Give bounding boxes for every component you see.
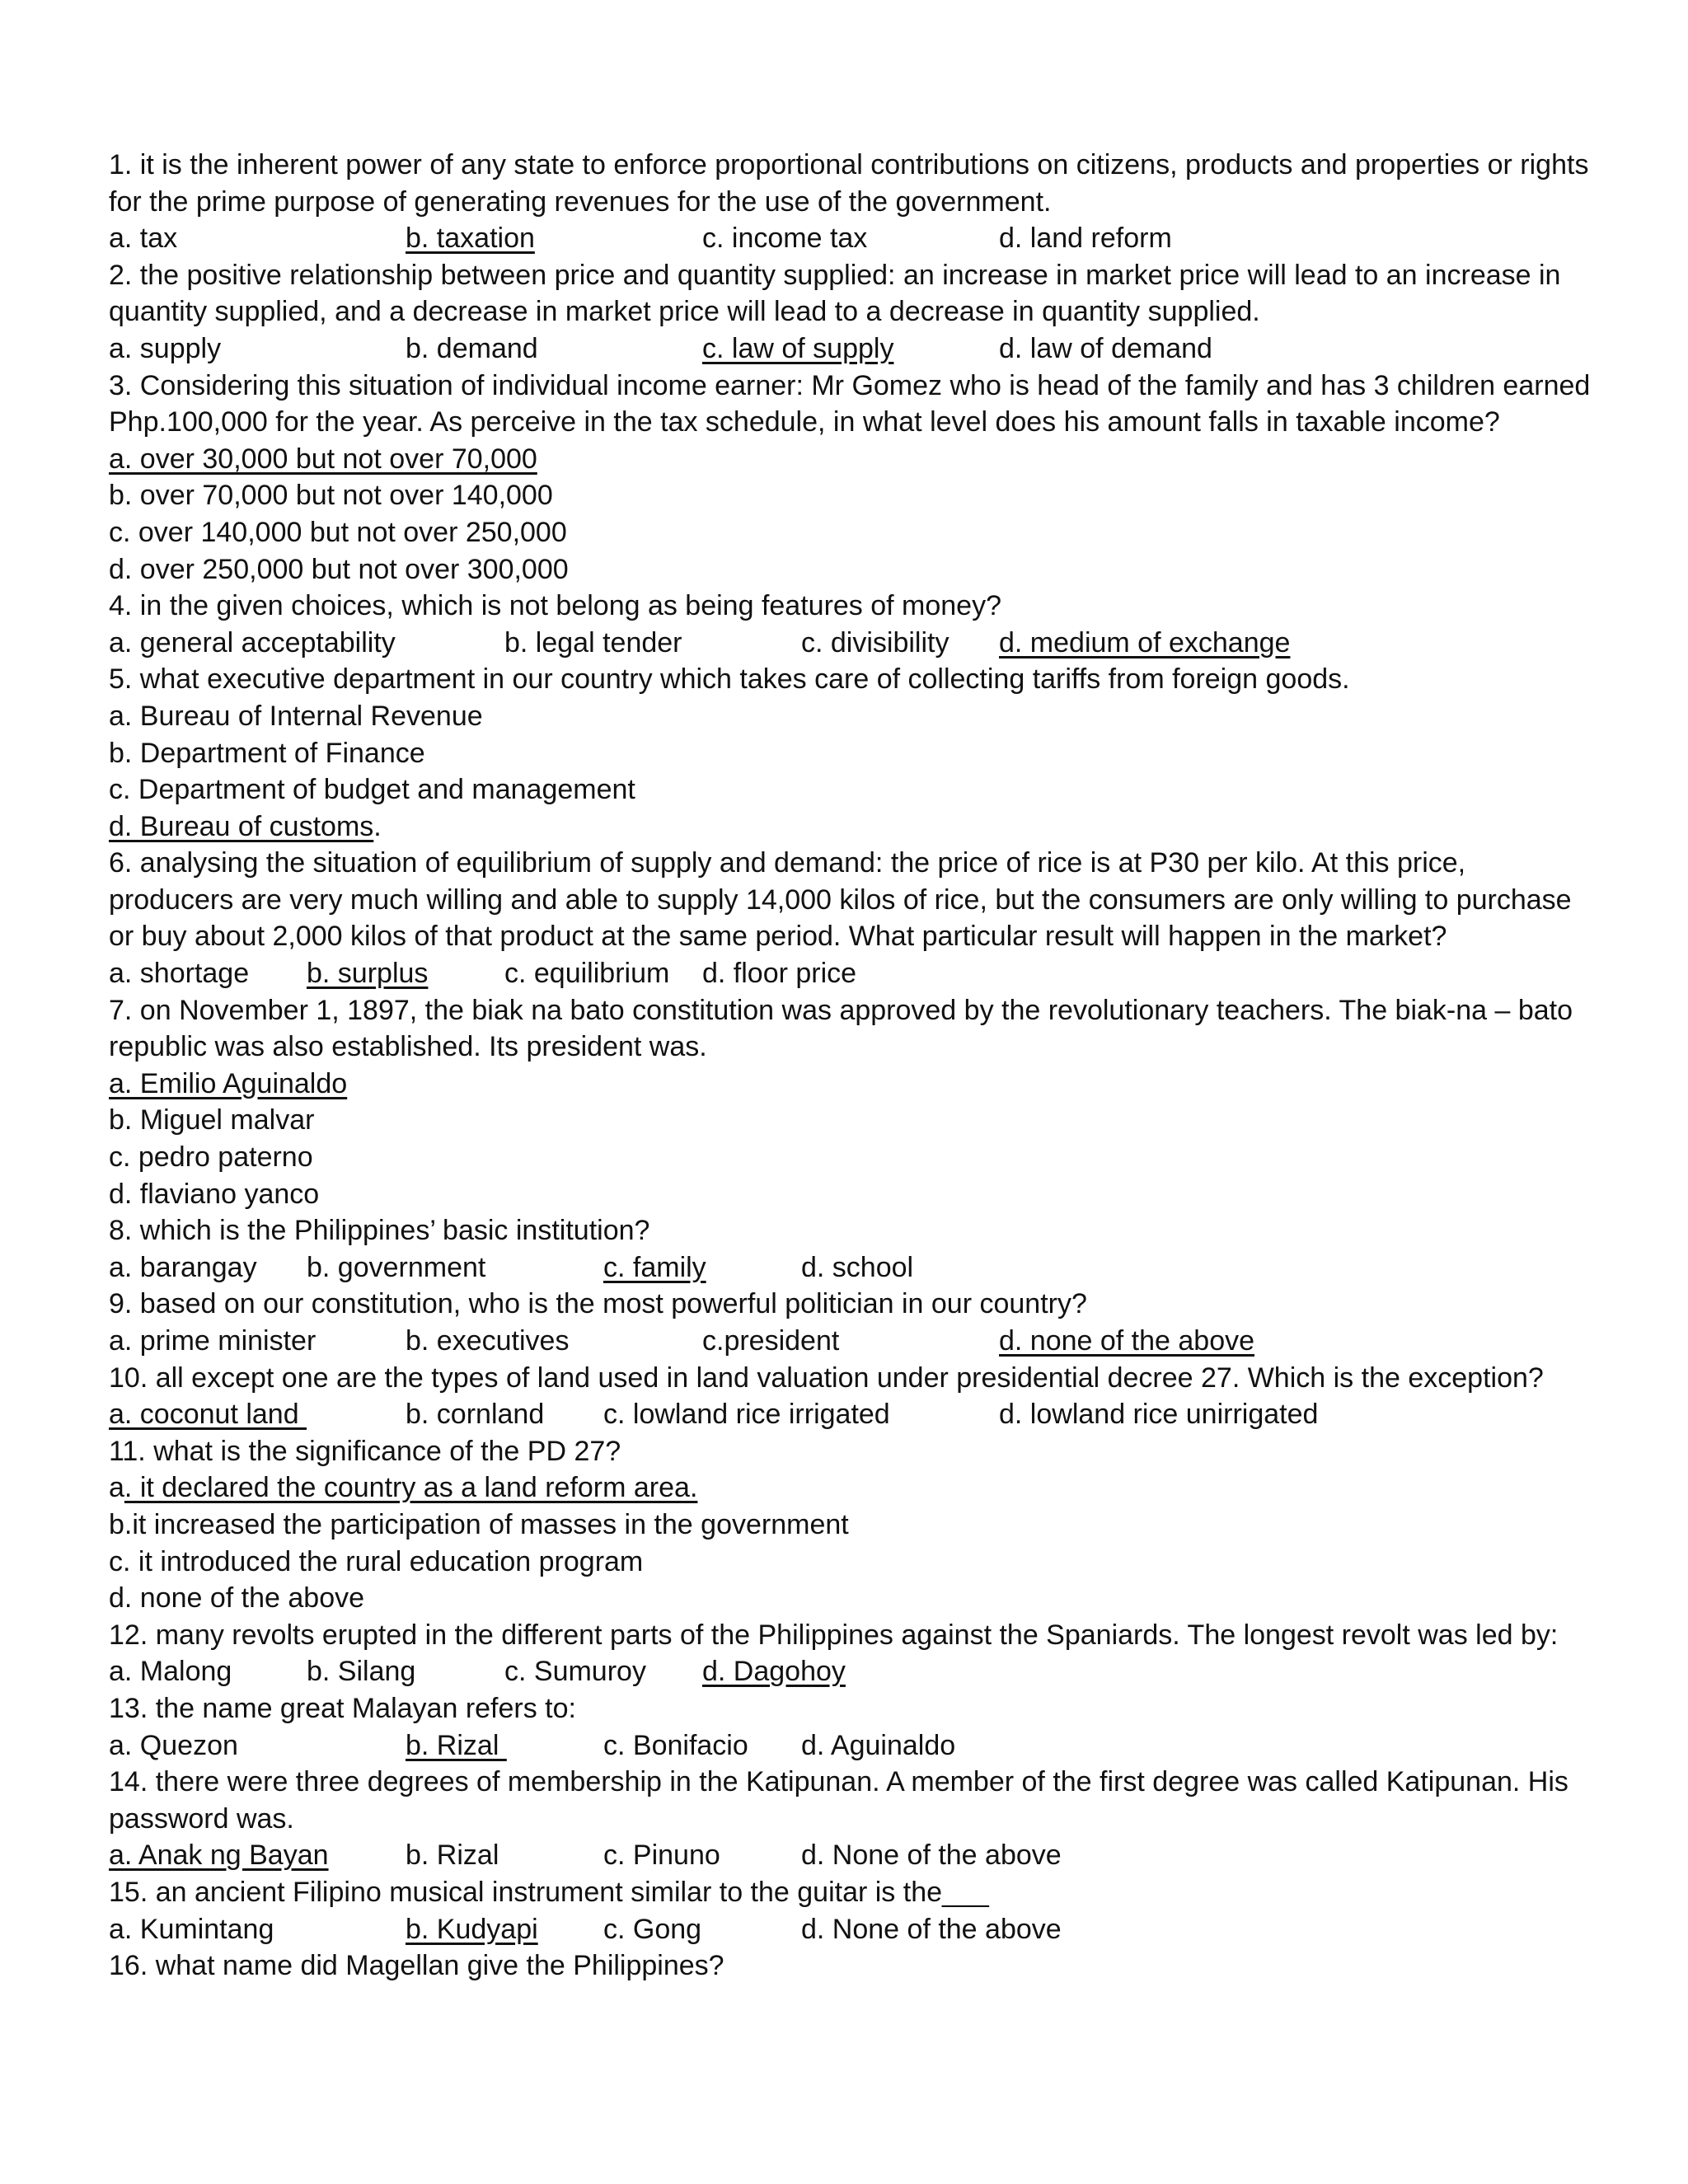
option: b. Rizal <box>406 1840 499 1872</box>
question-12-options <box>109 1653 1592 1690</box>
question-13-text: 13. the name great Malayan refers to: <box>109 1692 576 1724</box>
option-answer: c. law of supply <box>702 332 894 364</box>
option-answer <box>109 441 1592 478</box>
option: d. None of the above <box>801 1913 1062 1945</box>
option: d. floor price <box>702 958 857 990</box>
option: c. Bonifacio <box>603 1729 748 1761</box>
option: c. Department of budget and management <box>109 774 635 806</box>
question-7-text: 7. on November 1, 1897, the biak na bato constitution was approved by the revolutionary teachers. The biak-na – bato republic was also established. Its president was. <box>109 994 1573 1063</box>
option: b. legal tender <box>504 626 682 658</box>
option: a. prime minister <box>109 1325 316 1357</box>
option-answer: b. surplus <box>307 958 429 990</box>
question-10-text: 10. all except one are the types of land used in land valuation under presidential decree 27. Which is the exception? <box>109 1361 1544 1394</box>
option-answer: a. Emilio Aguinaldo <box>109 1067 348 1099</box>
question-13-options <box>109 1727 1592 1765</box>
option: d. Aguinaldo <box>801 1729 956 1761</box>
option-answer: b. taxation <box>406 223 535 255</box>
option: c. lowland rice irrigated <box>603 1399 890 1431</box>
option: b. demand <box>406 332 538 364</box>
option: c. divisibility <box>801 626 950 658</box>
question-12-text: 12. many revolts erupted in the different parts of the Philippines against the Spaniards. The longest revolt was led by: <box>109 1619 1559 1651</box>
option-answer: c. family <box>603 1251 706 1283</box>
question-1-text: 1. it is the inherent power of any state to enforce proportional contributions on citizens, products and properties or rights for the prime purpose of generating revenues for the use of the government. <box>109 149 1589 218</box>
option: a. general acceptability <box>109 626 396 658</box>
option-answer: a. Anak ng Bayan <box>109 1840 329 1872</box>
option: c. pedro paterno <box>109 1141 313 1174</box>
option: b. government <box>307 1251 486 1283</box>
option-answer: d. medium of exchange <box>999 626 1291 658</box>
option: d. over 250,000 but not over 300,000 <box>109 553 569 585</box>
option: b.it increased the participation of masses in the government <box>109 1508 849 1540</box>
option: b. executives <box>406 1325 570 1357</box>
option-answer: d. Dagohoy <box>702 1656 846 1688</box>
option: a. Bureau of Internal Revenue <box>109 700 483 732</box>
option-suffix: . <box>373 810 382 842</box>
option-answer-line <box>109 1066 1592 1103</box>
option-answer: d. Bureau of customs <box>109 810 374 842</box>
option: d. lowland rice unirrigated <box>999 1399 1319 1431</box>
question-6-options <box>109 955 1592 992</box>
question-9-text: 9. based on our constitution, who is the most powerful politician in our country? <box>109 1288 1087 1320</box>
option: d. none of the above <box>109 1582 365 1615</box>
option: c. Sumuroy <box>504 1656 646 1688</box>
question-14-text: 14. there were three degrees of membership in the Katipunan. A member of the first degree was called Katipunan. His password was. <box>109 1766 1568 1835</box>
option-answer-text: a. over 30,000 but not over 70,000 <box>109 443 537 475</box>
question-5-text: 5. what executive department in our country which takes care of collecting tariffs from foreign goods. <box>109 663 1350 696</box>
option: a. Quezon <box>109 1729 238 1761</box>
option-answer-line <box>109 1469 1592 1507</box>
question-16-text: 16. what name did Magellan give the Philippines? <box>109 1950 724 1982</box>
option: d. land reform <box>999 223 1172 255</box>
quiz-document <box>109 147 1592 1985</box>
option: b. Department of Finance <box>109 737 425 769</box>
question-14-options <box>109 1837 1592 1874</box>
question-11-text: 11. what is the significance of the PD 27? <box>109 1435 621 1467</box>
option: c. Gong <box>603 1913 702 1945</box>
option: d. None of the above <box>801 1840 1062 1872</box>
option: c. income tax <box>702 223 868 255</box>
option-answer-line <box>109 808 1592 846</box>
option: c. it introduced the rural education program <box>109 1545 644 1577</box>
option-answer: a. coconut land <box>109 1399 307 1431</box>
option: b. Miguel malvar <box>109 1104 315 1137</box>
option-answer: b. Rizal <box>406 1729 507 1761</box>
option: d. law of demand <box>999 332 1212 364</box>
option: c.president <box>702 1325 840 1357</box>
option: a. shortage <box>109 958 250 990</box>
option: a. tax <box>109 223 178 255</box>
question-10-options <box>109 1396 1592 1433</box>
question-8-text: 8. which is the Philippines’ basic institution? <box>109 1215 650 1247</box>
option: d. school <box>801 1251 914 1283</box>
option: b. Silang <box>307 1656 416 1688</box>
option-answer: . it declared the country as a land reform area. <box>124 1472 698 1504</box>
question-4-options <box>109 625 1592 662</box>
option: b. cornland <box>406 1399 545 1431</box>
question-15-options <box>109 1911 1592 1948</box>
question-9-options <box>109 1323 1592 1360</box>
option: a. supply <box>109 332 222 364</box>
option: d. flaviano yanco <box>109 1178 320 1210</box>
option-answer: b. Kudyapi <box>406 1913 538 1945</box>
option: a. Kumintang <box>109 1913 274 1945</box>
question-2-text: 2. the positive relationship between price and quantity supplied: an increase in market price will lead to an increase in quantity supplied, and a decrease in market price will lead to a decrease in quantity supplied. <box>109 259 1561 328</box>
question-15-text: 15. an ancient Filipino musical instrument similar to the guitar is the___ <box>109 1876 989 1908</box>
question-3-text: 3. Considering this situation of individual income earner: Mr Gomez who is head of the family and has 3 children earned Php.100,000 for the year. As perceive in the tax schedule, in what level does his amount falls in taxable income? <box>109 369 1591 438</box>
question-1-options <box>109 220 1592 257</box>
option: b. over 70,000 but not over 140,000 <box>109 480 553 512</box>
option: a. Malong <box>109 1656 232 1688</box>
option: c. over 140,000 but not over 250,000 <box>109 516 567 548</box>
option: c. Pinuno <box>603 1840 720 1872</box>
option-letter: a <box>109 1472 124 1504</box>
option-answer: d. none of the above <box>999 1325 1255 1357</box>
question-4-text: 4. in the given choices, which is not belong as being features of money? <box>109 590 1002 622</box>
question-6-text: 6. analysing the situation of equilibrium of supply and demand: the price of rice is at P30 per kilo. At this price, producers are very much willing and able to supply 14,000 kilos of rice, but the consumers are only willing to purchase or buy about 2,000 kilos of that product at the same period. What particular result will happen in the market? <box>109 847 1572 953</box>
option: c. equilibrium <box>504 958 670 990</box>
question-2-options <box>109 330 1592 368</box>
question-8-options <box>109 1249 1592 1286</box>
option: a. barangay <box>109 1251 257 1283</box>
